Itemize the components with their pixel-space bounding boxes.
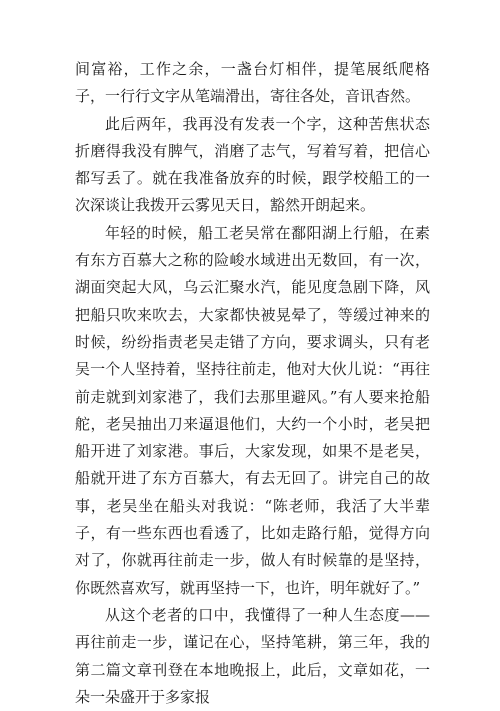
paragraph-3: 年轻的时候，船工老吴常在鄱阳湖上行船，在素有东方百慕大之称的险峻水域进出无数回，有一次，湖面突起大风，乌云汇聚水汽，能见度急剧下降，风把船只吹来吹去，大家都快被晃晕了，等缓过神来的时候，纷纷指责老吴走错了方向，要求调头，只有老吴一个人坚持着，坚持往前走，他对大伙儿说：“再往前走就到刘家港了，我们去那里避风。”有人要来抢船舵，老吴抽出刀来逼退他们，大约一个小时，老吴把船开进了刘家港。事后，大家发现，如果不是老吴，船就开进了东方百慕大，有去无回了。讲完自己的故事，老吴坐在船头对我说：“陈老师，我活了大半辈子，有一些东西也看透了，比如走路行船，觉得方向对了，你就再往前走一步，做人有时候靠的是坚持，你既然喜欢写，就再坚持一下，也许，明年就好了。” [75, 223, 430, 597]
paragraph-4: 从这个老者的口中，我懂得了一种人生态度——再往前走一步，谨记在心，坚持笔耕，第三年，我的第二篇文章刊登在本地晚报上，此后，文章如花，一朵一朵盛开于多家报 [75, 605, 430, 706]
document-body [75, 56, 430, 711]
paragraph-2: 此后两年，我再没有发表一个字，这种苦焦状态折磨得我没有脾气，消磨了志气，写着写着，把信心都写丢了。就在我准备放弃的时候，跟学校船工的一次深谈让我拨开云雾见天日，豁然开朗起来。 [75, 114, 430, 215]
paragraph-1: 间富裕，工作之余，一盏台灯相伴，提笔展纸爬格子，一行行文字从笔端滑出，寄往各处，音讯杳然。 [75, 60, 430, 106]
